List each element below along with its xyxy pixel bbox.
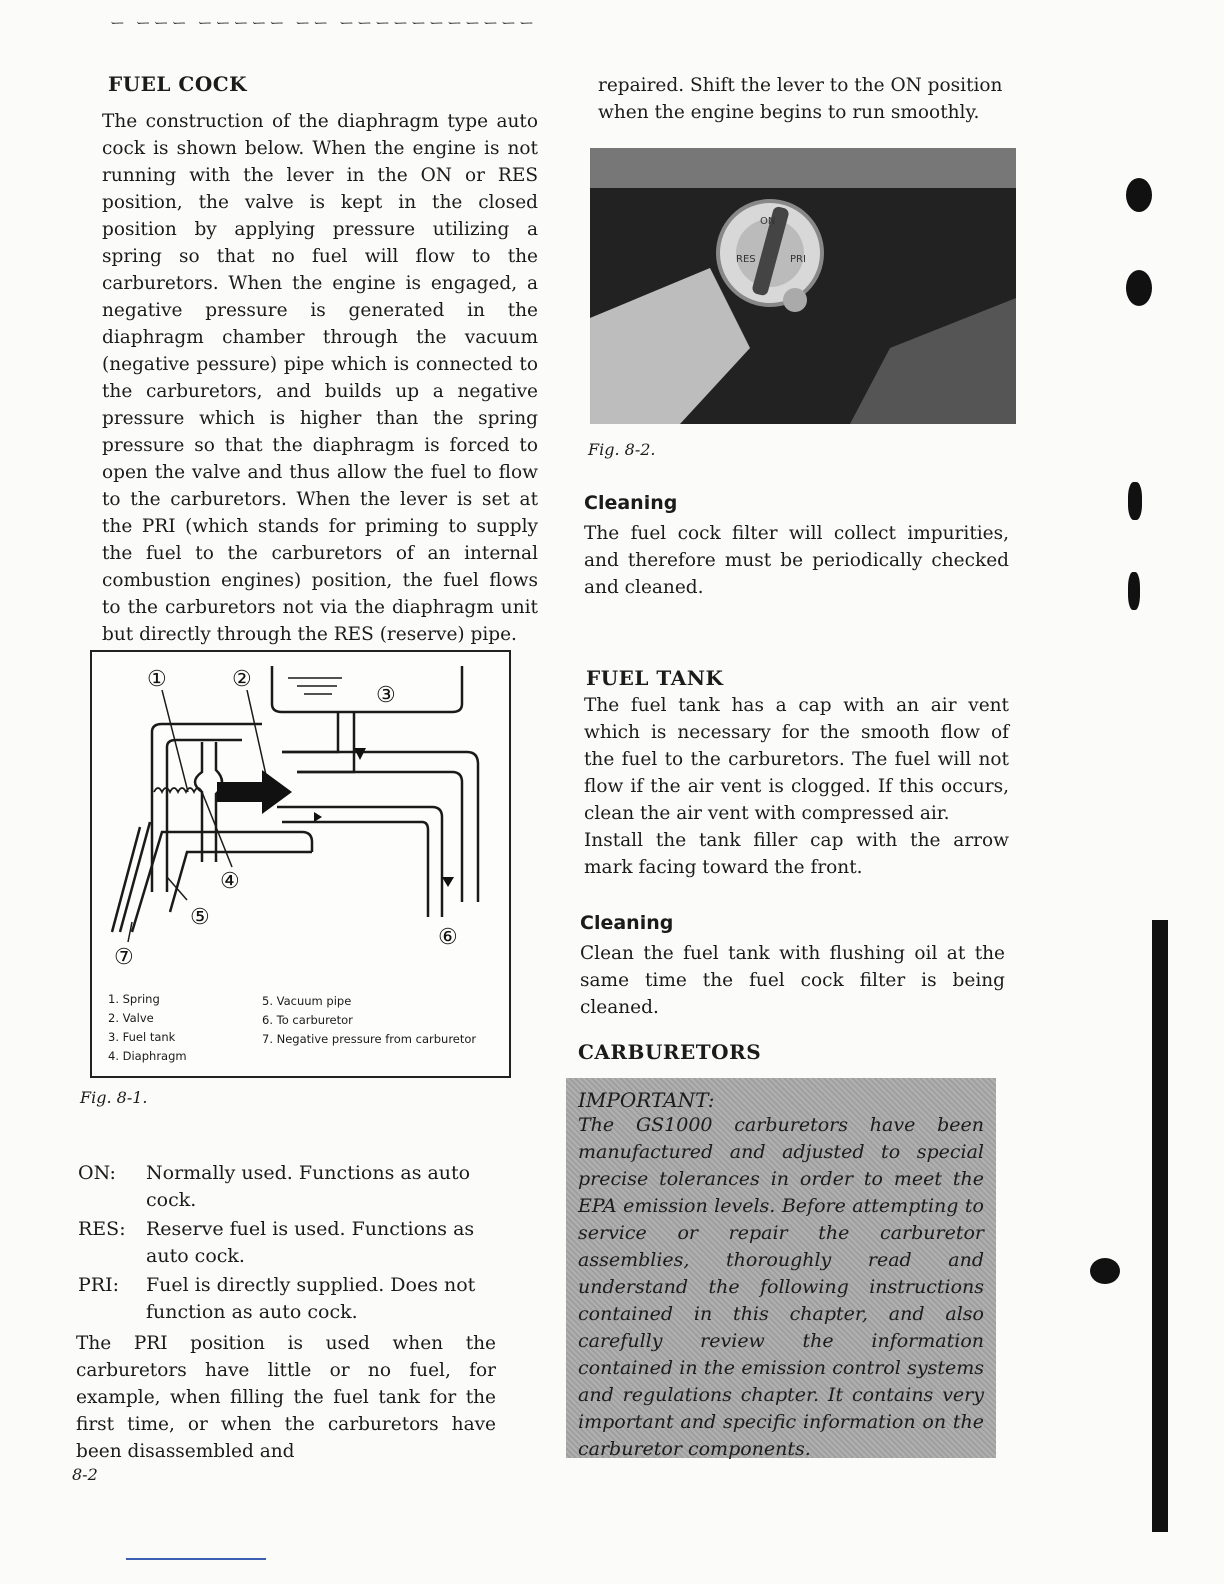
callout-2: ② (232, 667, 252, 692)
photo-drawing (590, 148, 1016, 424)
legend-item: 5. Vacuum pipe (262, 994, 352, 1008)
fuel-tank-body-2: Install the tank filler cap with the arrow mark facing toward the front. (584, 830, 1009, 878)
mode-text: Fuel is directly supplied. Does not function as auto cock. (146, 1274, 476, 1323)
important-text: The GS1000 carburetors have been manufactured and adjusted to special precise tolerances in order to meet the EPA emission levels. Before attempting to service or repair the carburetor assemblies, thoroughly read and understand the following instructions contained in this chapter, and also carefully review the information contained in the emission control systems and regulations chapter. It contains very important and specific information on the carburetor components. (578, 1114, 984, 1460)
fuel-tank-heading: FUEL TANK (586, 666, 724, 690)
binder-hole-mark (1128, 482, 1142, 520)
callout-5: ⑤ (190, 905, 210, 930)
callout-3: ③ (376, 683, 396, 708)
lever-modes-list (78, 1160, 518, 1328)
callout-6: ⑥ (438, 925, 458, 950)
diagram-legend-left (108, 990, 187, 1066)
binder-hole-mark (1126, 270, 1152, 306)
cleaning-heading-2: Cleaning (580, 912, 674, 934)
legend-item: 4. Diaphragm (108, 1049, 187, 1063)
binder-hole-mark (1090, 1258, 1120, 1284)
binder-hole-mark (1128, 572, 1140, 610)
fuel-cock-heading: FUEL COCK (108, 72, 248, 96)
fuel-tank-section (584, 666, 1009, 881)
scan-edge-line (126, 1558, 266, 1560)
mode-key: ON: (78, 1162, 116, 1184)
photo-label-on: ON (760, 216, 776, 227)
callout-7: ⑦ (114, 945, 134, 970)
cleaning-section-2 (580, 912, 1005, 1021)
legend-item: 3. Fuel tank (108, 1030, 176, 1044)
mode-text: Normally used. Functions as auto cock. (146, 1162, 471, 1211)
mode-key: PRI: (78, 1274, 119, 1296)
pri-position-paragraph: The PRI position is used when the carburetors have little or no fuel, for example, when filling the fuel tank for the first time, or when the carburetors have been disassembled and (76, 1333, 496, 1462)
fuel-cock-diagram (90, 650, 511, 1078)
cleaning-heading-1: Cleaning (584, 492, 678, 514)
mode-row-res (78, 1216, 518, 1270)
legend-item: 1. Spring (108, 992, 160, 1006)
running-header: ー ーーー ーーーーー ーー ーーーーーーーーーーー (110, 14, 538, 32)
fig-8-1-caption: Fig. 8-1. (80, 1088, 148, 1107)
right-column (578, 72, 1018, 126)
mode-text: Reserve fuel is used. Functions as auto cock. (146, 1218, 475, 1267)
cleaning-body-2: Clean the fuel tank with flushing oil at the same time the fuel cock filter is being cleaned. (580, 943, 1005, 1018)
photo-label-res: RES (736, 254, 756, 265)
fuel-cock-photo (590, 148, 1016, 424)
mode-row-on (78, 1160, 518, 1214)
important-label: IMPORTANT: (578, 1088, 715, 1112)
carburetors-heading: CARBURETORS (578, 1040, 762, 1064)
important-notice (566, 1078, 996, 1458)
legend-item: 7. Negative pressure from carburetor (262, 1032, 477, 1046)
fig-8-2-caption: Fig. 8-2. (588, 440, 656, 459)
page-number: 8-2 (72, 1465, 98, 1484)
continued-paragraph: repaired. Shift the lever to the ON position when the engine begins to run smoothly. (598, 75, 1003, 123)
cleaning-body-1: The fuel cock filter will collect impurities, and therefore must be periodically checked and cleaned. (584, 523, 1009, 598)
callout-4: ④ (220, 869, 240, 894)
binder-hole-mark (1126, 178, 1152, 212)
mode-key: RES: (78, 1218, 126, 1240)
left-column (98, 72, 538, 648)
cleaning-section-1 (584, 492, 1009, 601)
legend-item: 6. To carburetor (262, 1013, 353, 1027)
fuel-tank-body-1: The fuel tank has a cap with an air vent which is necessary for the smooth flow of the fuel to the carburetors. The fuel will not flow if the air vent is clogged. If this occurs, clean the air vent with compressed air. (584, 695, 1009, 824)
diagram-legend-right (262, 992, 476, 1049)
fuel-cock-body: The construction of the diaphragm type auto cock is shown below. When the engine is not running with the lever in the ON or RES position, the valve is kept in the closed position by applying pressure utilizing a spring so that no fuel will flow to the carburetors. When the engine is engaged, a negative pressure is generated in the diaphragm chamber through the vacuum (negative pessure) pipe which is connected to the carburetors, and builds up a negative pressure which is higher than the spring pressure so that the diaphragm is forced to open the valve and thus allow the fuel to flow to the carburetors. When the lever is set at the PRI (which stands for priming to supply the fuel to the carburetors of an internal combustion engines) position, the fuel flows to the carburetors not via the diaphragm unit but directly through the RES (reserve) pipe. (102, 111, 538, 645)
photo-label-pri: PRI (790, 254, 806, 265)
legend-item: 2. Valve (108, 1011, 154, 1025)
fuel-tank-shape (272, 666, 462, 712)
callout-1: ① (147, 667, 167, 692)
scan-edge-shadow (1152, 920, 1168, 1532)
mode-row-pri (78, 1272, 518, 1326)
